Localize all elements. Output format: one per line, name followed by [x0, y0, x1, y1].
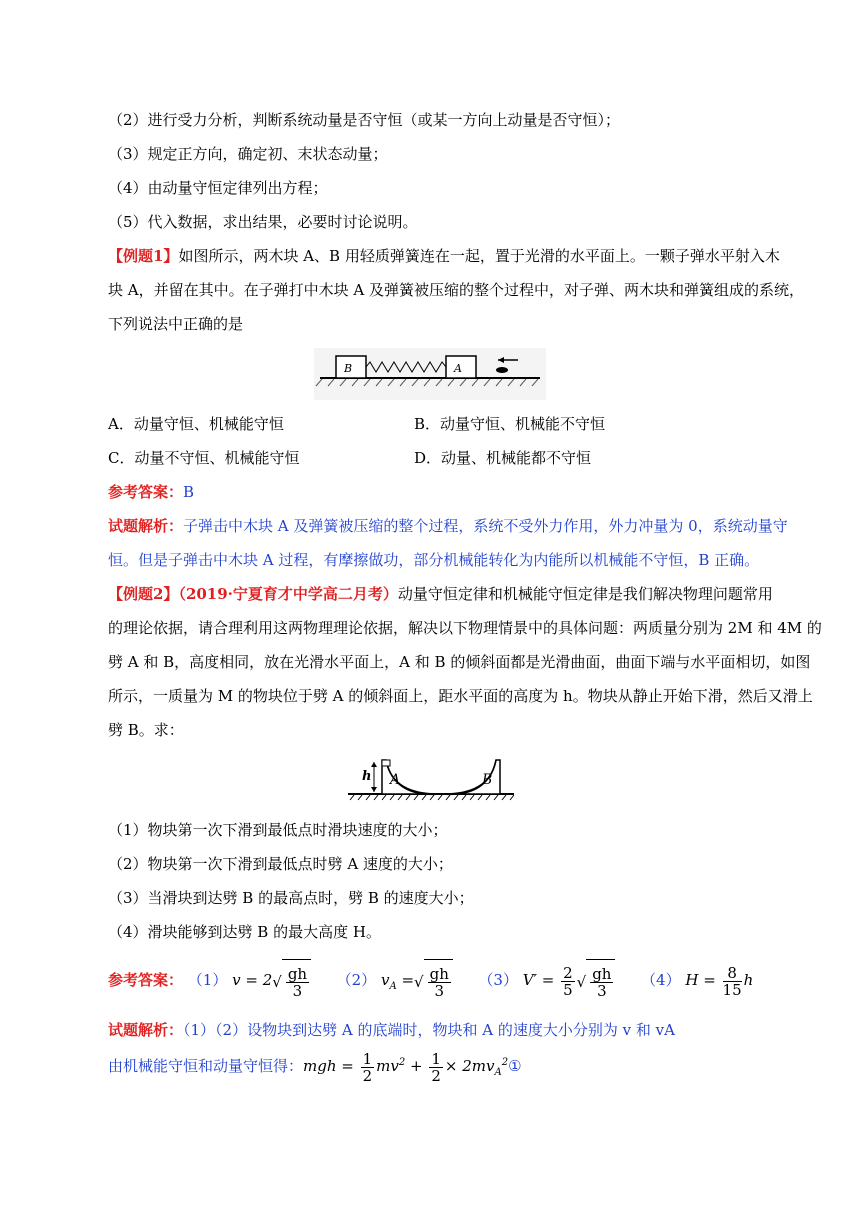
step-5: （5）代入数据，求出结果，必要时讨论说明。 [108, 213, 418, 231]
ex2-ans4-formula: H = $\frac{8}{15}$ h [685, 963, 754, 999]
question-4: （4）滑块能够到达劈 B 的最大高度 H。 [108, 923, 381, 941]
ex1-answer-label: 参考答案： [108, 483, 184, 501]
ex1-analysis-line2: 恒。但是子弹击中木块 A 过程，有摩擦做功，部分机械能转化为内能所以机械能不守恒，B 正确。 [108, 551, 760, 569]
wedge-a-label: A [390, 772, 401, 788]
ex1-analysis-line1 [108, 516, 788, 536]
ex2-analysis-label: 试题解析： [108, 1021, 184, 1039]
ex1-figure [314, 348, 546, 400]
step-3: （3）规定正方向，确定初、末状态动量； [108, 145, 388, 163]
ex2-energy-equation: mgh = $\frac{1}{2}$ $mv^2$ + $\frac{1}{2}$ × $2mv_A^2$ [303, 1049, 509, 1085]
ex2-answer [108, 958, 776, 1002]
ex2-circle-1: ① [508, 1057, 522, 1075]
wedge-b-label: B [482, 772, 493, 788]
ex1-answer [108, 482, 194, 502]
option-b: B．动量守恒、机械能不守恒 [414, 415, 606, 433]
ex2-analysis-line2 [108, 1042, 776, 1084]
ex1-options-row2 [108, 448, 776, 468]
ex2-line1 [108, 584, 773, 604]
ex2-answer-label: 参考答案： [108, 971, 184, 989]
ex1-options-row1 [108, 414, 776, 434]
ex2-analysis-line1 [108, 1020, 675, 1040]
ex2-ans1-formula: v = 2√ $\frac{gh}{3}$ [232, 971, 311, 989]
step-2: （2）进行受力分析，判断系统动量是否守恒（或某一方向上动量是否守恒）； [108, 111, 621, 129]
bullet [496, 367, 508, 373]
question-3: （3）当滑块到达劈 B 的最高点时，劈 B 的速度大小； [108, 889, 474, 907]
ex2-line5: 劈 B。求： [108, 721, 184, 739]
ex2-figure [348, 754, 514, 802]
ex2-ans4-label: （4） [641, 971, 681, 989]
height-label: h [362, 769, 372, 784]
ex2-text1: 动量守恒定律和机械能守恒定律是我们解决物理问题常用 [397, 585, 773, 603]
ex2-source: （2019·宁夏育才中学高二月考） [178, 585, 398, 603]
ex1-analysis-text1: 子弹击中木块 A 及弹簧被压缩的整个过程，系统不受外力作用，外力冲量为 0，系统动量守 [183, 517, 788, 535]
ex2-line4: 所示，一质量为 M 的物块位于劈 A 的倾斜面上，距水平面的高度为 h。物块从静止开始下滑，然后又滑上 [108, 687, 813, 705]
block-b-label: B [344, 362, 353, 375]
ex2-analysis-text2: 由机械能守恒和动量守恒得： [108, 1057, 304, 1075]
ex2-tag: 【例题2】 [108, 585, 179, 603]
ex1-analysis-label: 试题解析： [108, 517, 184, 535]
option-d: D．动量、机械能都不守恒 [414, 449, 592, 467]
ex2-line2: 的理论依据，请合理利用这两物理理论依据，解决以下物理情景中的具体问题：两质量分别为 2M 和 4M 的 [108, 619, 822, 637]
ex2-ans3-formula: V′ = $\frac{2}{5}$ √ $\frac{gh}{3}$ [523, 971, 616, 989]
ex1-tag: 【例题1】 [108, 247, 179, 265]
small-block [382, 760, 390, 766]
option-c: C．动量不守恒、机械能守恒 [108, 449, 300, 467]
step-4: （4）由动量守恒定律列出方程； [108, 179, 328, 197]
ex1-line1 [108, 246, 780, 266]
ex1-text1: 如图所示，两木块 A、B 用轻质弹簧连在一起，置于光滑的水平面上。一颗子弹水平射入木 [178, 247, 780, 265]
question-1: （1）物块第一次下滑到最低点时滑块速度的大小； [108, 821, 448, 839]
option-a: A．动量守恒、机械能守恒 [108, 415, 284, 433]
ex1-line3: 下列说法中正确的是 [108, 315, 244, 333]
ex2-ans3-label: （3） [478, 971, 518, 989]
ex2-ans1-label: （1） [187, 971, 228, 989]
ex2-ans2-formula: $v_A$ =√ $\frac{gh}{3}$ [381, 971, 453, 989]
ex2-line3: 劈 A 和 B，高度相同，放在光滑水平面上，A 和 B 的倾斜面都是光滑曲面，曲面下端与水平面相切，如图 [108, 653, 811, 671]
question-2: （2）物块第一次下滑到最低点时劈 A 速度的大小； [108, 855, 453, 873]
ex1-answer-value: B [183, 483, 195, 501]
ex1-line2: 块 A，并留在其中。在子弹打中木块 A 及弹簧被压缩的整个过程中，对子弹、两木块和弹簧组成的系统， [108, 281, 804, 299]
block-a-label: A [454, 362, 462, 375]
ex2-ans2-label: （2） [336, 971, 377, 989]
ex2-analysis-text1: （1）（2）设物块到达劈 A 的底端时，物块和 A 的速度大小分别为 v 和 vA [183, 1021, 675, 1039]
